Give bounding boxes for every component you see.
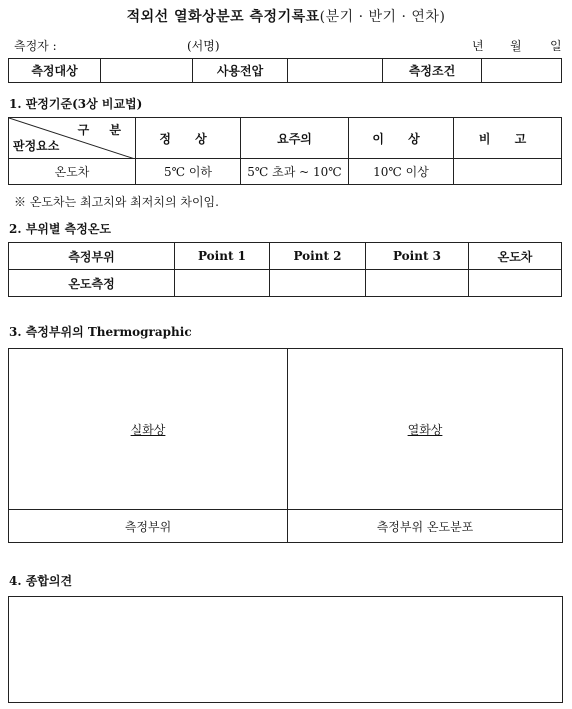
title-suffix: (분기 · 반기 · 연차)	[319, 9, 446, 25]
condition-label: 측정조건	[383, 59, 482, 83]
voltage-label: 사용전압	[193, 59, 288, 83]
col-point1: Point 1	[175, 243, 270, 270]
page-title	[0, 6, 572, 26]
point1-field[interactable]	[175, 270, 270, 297]
point2-field[interactable]	[270, 270, 366, 297]
col-temp-diff: 온도차	[469, 243, 562, 270]
criteria-table	[8, 117, 562, 185]
col-point3: Point 3	[366, 243, 469, 270]
visible-caption: 측정부위	[124, 519, 172, 534]
measurement-table	[8, 242, 562, 297]
corner-bottom-label: 판정요소	[13, 139, 60, 153]
criteria-corner-cell	[9, 118, 136, 159]
condition-field[interactable]	[482, 59, 562, 83]
month-label: 월	[510, 39, 522, 53]
visible-caption-cell	[8, 509, 288, 543]
voltage-field[interactable]	[288, 59, 383, 83]
section3-heading: 3. 측정부위의 Thermographic	[9, 325, 192, 339]
day-label: 일	[550, 39, 562, 53]
title-main: 적외선 열화상분포 측정기록표	[126, 9, 320, 25]
target-label: 측정대상	[9, 59, 101, 83]
point3-field[interactable]	[366, 270, 469, 297]
signature-label: (서명)	[187, 39, 220, 53]
row-label-temp-diff: 온도차	[9, 159, 136, 185]
value-normal: 5℃ 이하	[136, 159, 241, 185]
col-abnormal: 이 상	[349, 118, 454, 159]
info-table	[8, 58, 562, 83]
visible-image-area[interactable]	[8, 348, 288, 510]
overall-opinion-field[interactable]	[8, 596, 563, 703]
thermal-image-label: 열화상	[407, 422, 443, 437]
section2-heading: 2. 부위별 측정온도	[9, 222, 112, 236]
col-location: 측정부위	[9, 243, 175, 270]
corner-top-label: 구 분	[77, 123, 129, 137]
col-normal: 정 상	[136, 118, 241, 159]
measurer-label: 측정자 :	[14, 39, 57, 53]
thermal-caption-cell	[287, 509, 563, 543]
section1-heading: 1. 판정기준(3상 비교법)	[9, 97, 143, 111]
year-label: 년	[472, 39, 484, 53]
value-remarks[interactable]	[454, 159, 562, 185]
col-remarks: 비 고	[454, 118, 562, 159]
value-caution: 5℃ 초과 ~ 10℃	[241, 159, 349, 185]
col-point2: Point 2	[270, 243, 366, 270]
thermal-caption: 측정부위 온도분포	[376, 519, 474, 534]
visible-image-label: 실화상	[130, 422, 166, 437]
criteria-note: ※ 온도차는 최고치와 최저치의 차이임.	[14, 195, 219, 209]
thermal-image-area[interactable]	[287, 348, 563, 510]
temp-diff-field[interactable]	[469, 270, 562, 297]
value-abnormal: 10℃ 이상	[349, 159, 454, 185]
row-label-temp-measure: 온도측정	[9, 270, 175, 297]
section4-heading: 4. 종합의견	[9, 574, 73, 588]
col-caution: 요주의	[241, 118, 349, 159]
target-field[interactable]	[101, 59, 193, 83]
